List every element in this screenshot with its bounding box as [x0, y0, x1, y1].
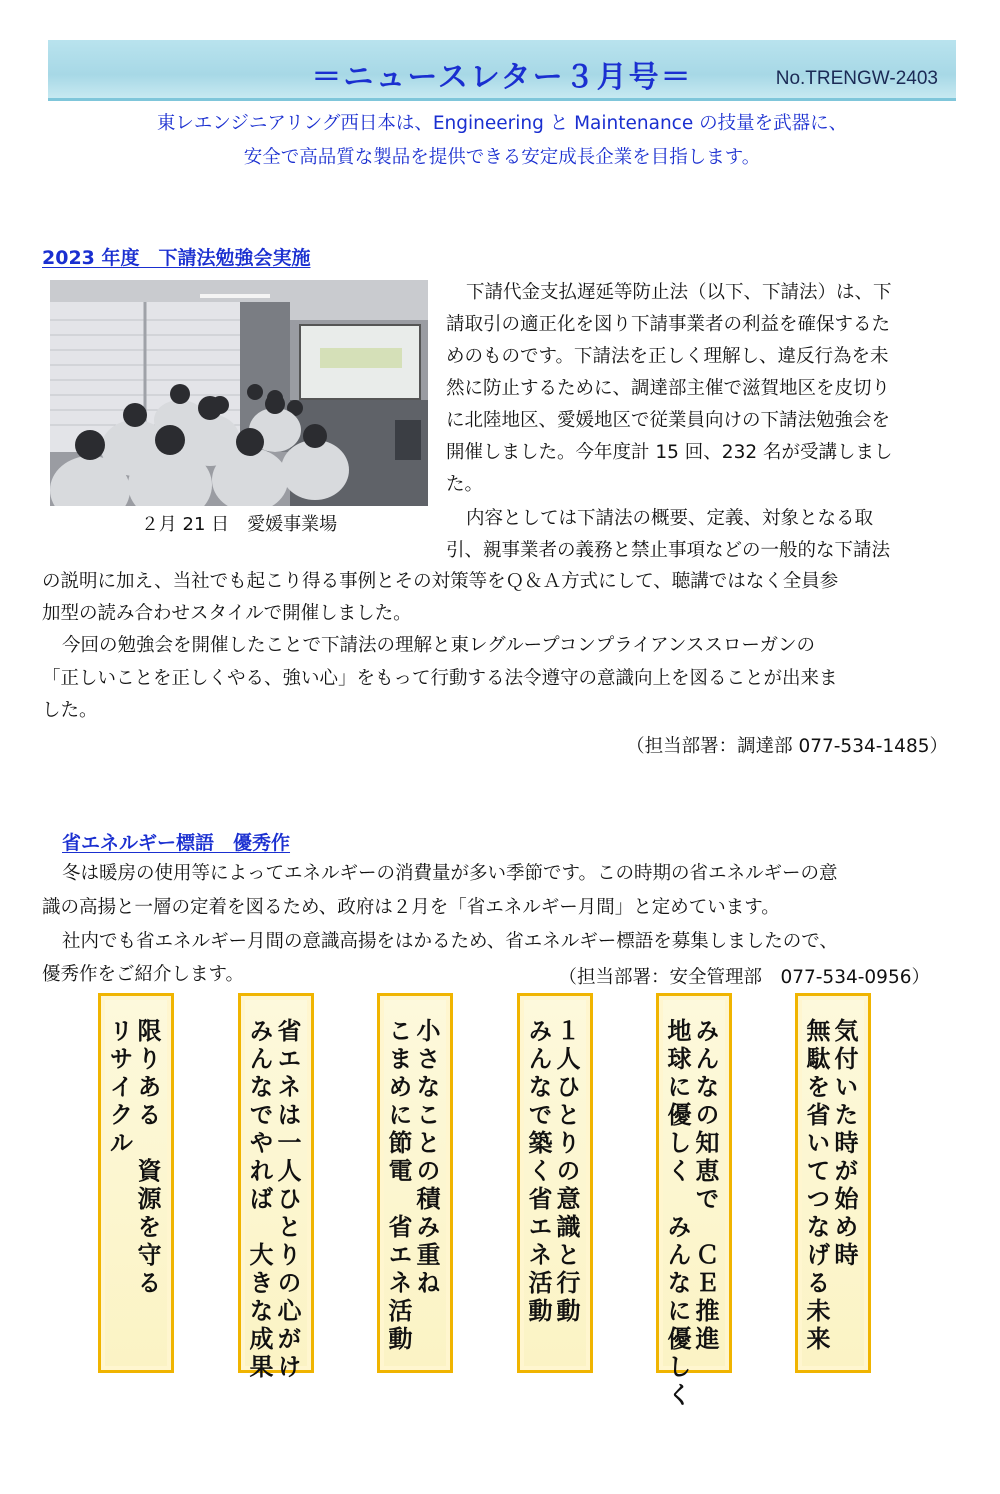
- slogan-line-1: 省エネは一人ひとりの心がけ: [273, 1018, 302, 1382]
- section1-line: 開催しました。今年度計 15 回、232 名が受講しまし: [446, 442, 893, 463]
- section2-line: 社内でも省エネルギー月間の意識高揚をはかるため、省エネルギー標語を募集しましたので、: [62, 931, 838, 952]
- slogan-line-2: 無駄を省いてつなげる未来: [802, 1018, 831, 1354]
- section2-contact: （担当部署：安全管理部 077-534-0956）: [558, 967, 930, 988]
- section1-contact: （担当部署：調達部 077-534-1485）: [626, 736, 948, 757]
- slogan-line-2: 地球に優しく みんなに優しく: [663, 1018, 692, 1410]
- section2-line: 優秀作をご紹介します。: [42, 964, 245, 985]
- section1-line: めのものです。下請法を正しく理解し、違反行為を未: [446, 346, 889, 367]
- slogan-line-2: みんなでやれば 大きな成果: [245, 1018, 274, 1382]
- slogan-card: [377, 993, 453, 1373]
- issue-number: No.TRENGW-2403: [775, 68, 938, 89]
- section1-line: 内容としては下請法の概要、定義、対象となる取: [466, 508, 874, 529]
- section1-line: 引、親事業者の義務と禁止事項などの一般的な下請法: [446, 540, 891, 561]
- slogan-card: [98, 993, 174, 1373]
- section1-line: 請取引の適正化を図り下請事業者の利益を確保するた: [446, 314, 891, 335]
- slogan-line-2: こまめに節電 省エネ活動: [384, 1018, 413, 1354]
- section2-line: 識の高揚と一層の定着を図るため、政府は２月を「省エネルギー月間」と定めています。: [42, 897, 780, 918]
- slogan-card: [517, 993, 593, 1373]
- slogan-card: [656, 993, 732, 1410]
- section1-line: 下請代金支払遅延等防止法（以下、下請法）は、下: [466, 282, 892, 303]
- slogan-line-1: 小さなことの積み重ね: [412, 1018, 441, 1298]
- section1-line: の説明に加え、当社でも起こり得る事例とその対策等をＱ＆Ａ方式にして、聴講ではなく全員参: [42, 571, 839, 592]
- slogan-line-1: 気付いた時が始め時: [830, 1018, 859, 1270]
- slogan-line-2: みんなで築く省エネ活動: [524, 1018, 553, 1326]
- section-title-subcontract-study: 2023 年度 下請法勉強会実施: [42, 247, 311, 269]
- mission-line-1: 東レエンジニアリング西日本は、Engineering と Maintenance の技量を武器に、: [156, 113, 848, 134]
- slogan-card: [238, 993, 314, 1382]
- section1-line: 「正しいことを正しくやる、強い心」をもって行動する法令遵守の意識向上を図ることが出来ま: [42, 668, 838, 689]
- section1-line: に北陸地区、愛媛地区で従業員向けの下請法勉強会を: [446, 410, 891, 431]
- mission-line-2: 安全で高品質な製品を提供できる安定成長企業を目指します。: [243, 147, 761, 168]
- seminar-photo: [50, 280, 428, 506]
- section2-line: 冬は暖房の使用等によってエネルギーの消費量が多い季節です。この時期の省エネルギーの意: [62, 863, 838, 884]
- slogan-line-2: リサイクル: [105, 1018, 134, 1158]
- section1-line: 加型の読み合わせスタイルで開催しました。: [42, 603, 412, 624]
- slogan-line-1: １人ひとりの意識と行動: [552, 1018, 581, 1326]
- newsletter-title: ＝ニュースレター３月号＝: [311, 60, 693, 95]
- photo-caption: ２月 21 日 愛媛事業場: [140, 514, 338, 535]
- slogan-line-1: 限りある 資源を守る: [133, 1018, 162, 1298]
- section1-line: 今回の勉強会を開催したことで下請法の理解と東レグループコンプライアンススローガンの: [62, 635, 815, 656]
- newsletter-banner: [48, 40, 956, 101]
- slogan-line-1: みんなの知恵で ＣＥ推進: [691, 1018, 720, 1354]
- section1-line: 然に防止するために、調達部主催で滋賀地区を皮切り: [446, 378, 891, 399]
- slogan-card: [795, 993, 871, 1373]
- section1-line: した。: [42, 700, 98, 721]
- section1-line: た。: [446, 474, 484, 495]
- section-title-energy-slogan: 省エネルギー標語 優秀作: [62, 832, 291, 854]
